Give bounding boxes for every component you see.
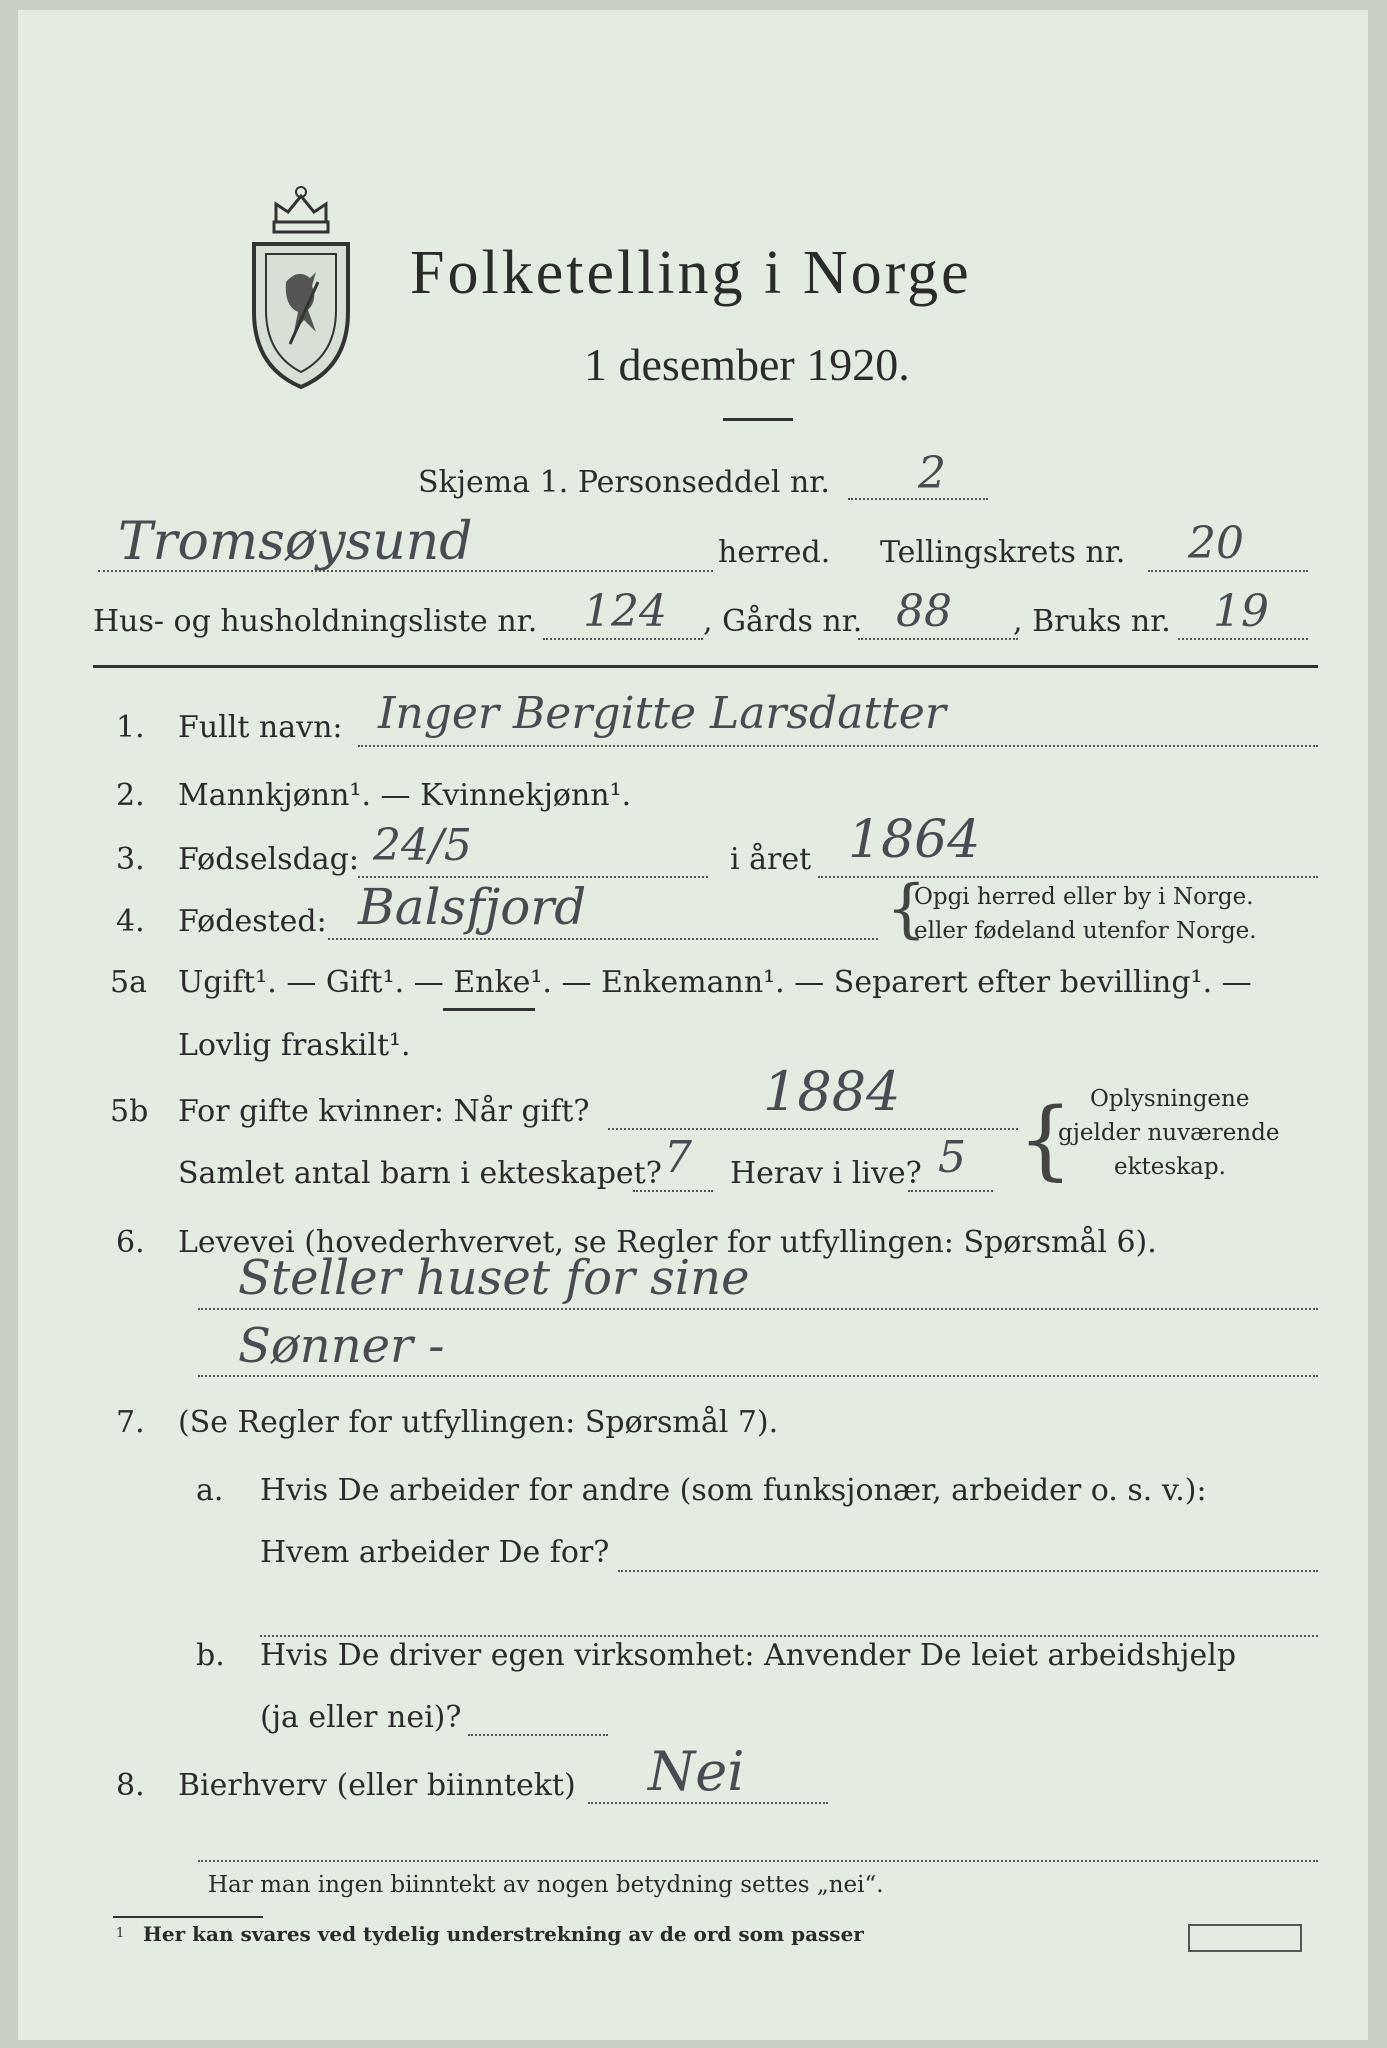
q1-label: Fullt navn: [178, 710, 343, 745]
q5a-number: 5a [110, 965, 147, 1000]
bruks-value: 19 [1213, 586, 1269, 637]
husholdningsliste-value: 124 [583, 586, 667, 637]
q4-label: Fødested: [178, 904, 327, 939]
q7a-number: a. [196, 1473, 224, 1508]
q5b-alive-value: 5 [938, 1132, 966, 1183]
q2-number: 2. [116, 778, 145, 813]
q3-number: 3. [116, 842, 145, 877]
title-divider [723, 418, 793, 421]
q4-brace: { [886, 872, 927, 946]
tellingskrets-value: 20 [1188, 518, 1244, 569]
q8-number: 8. [116, 1768, 145, 1803]
q8-value: Nei [648, 1740, 745, 1803]
q7b-label-2: (ja eller nei)? [260, 1700, 462, 1735]
printer-stamp [1188, 1924, 1302, 1952]
footnote-divider [113, 1916, 263, 1918]
q5b-note-3: ekteskap. [1114, 1154, 1226, 1180]
q8-note: Har man ingen biinntekt av nogen betydning settes „nei“. [208, 1872, 884, 1898]
q6-line-2 [198, 1375, 1318, 1377]
q8-line-2 [198, 1860, 1318, 1862]
q3-year-label: i året [730, 842, 812, 877]
q3-label: Fødselsdag: [178, 842, 359, 877]
q1-number: 1. [116, 710, 145, 745]
q5b-line [608, 1128, 1018, 1130]
herred-value: Tromsøysund [118, 512, 473, 572]
herred-label: herred. [718, 535, 831, 570]
tellingskrets-label: Tellingskrets nr. [880, 535, 1126, 570]
q5b-number: 5b [110, 1094, 149, 1129]
q6-value-2: Sønner - [238, 1318, 445, 1374]
q7a-label-2: Hvem arbeider De for? [260, 1535, 610, 1570]
q5b-children-value: 7 [664, 1132, 692, 1183]
q5b-children-line [633, 1190, 713, 1192]
bruks-line [1178, 638, 1308, 640]
q4-note-2: eller fødeland utenfor Norge. [914, 918, 1257, 944]
form-date: 1 desember 1920. [584, 339, 910, 390]
q1-line [358, 745, 1318, 747]
q7-number: 7. [116, 1405, 145, 1440]
form-title: Folketelling i Norge [410, 239, 972, 307]
q4-number: 4. [116, 904, 145, 939]
q4-value: Balsfjord [358, 878, 587, 936]
q7b-number: b. [196, 1638, 225, 1673]
q5b-alive-label: Herav i live? [730, 1156, 922, 1191]
footnote-marker: 1 [116, 1926, 125, 1941]
q5a-label-2: Lovlig fraskilt¹. [178, 1028, 411, 1063]
q8-label: Bierhverv (eller biinntekt) [178, 1768, 576, 1803]
husholdningsliste-label: Hus- og husholdningsliste nr. [93, 604, 538, 639]
q3-value: 24/5 [373, 820, 472, 871]
q7b-line [468, 1734, 608, 1736]
gards-value: 88 [896, 586, 952, 637]
gards-label: , Gårds nr. [703, 604, 863, 639]
q6-number: 6. [116, 1225, 145, 1260]
footnote-text: Her kan svares ved tydelig understrekning av de ord som passer [143, 1922, 864, 1946]
q5b-alive-line [908, 1190, 993, 1192]
q5a-label: Ugift¹. — Gift¹. — Enke¹. — Enkemann¹. — Separert efter bevilling¹. — [178, 965, 1252, 1000]
q1-value: Inger Bergitte Larsdatter [378, 688, 946, 739]
q5b-brace: { [1018, 1090, 1073, 1190]
q5b-children-label: Samlet antal barn i ekteskapet? [178, 1156, 662, 1191]
q5b-note-2: gjelder nuværende [1058, 1120, 1280, 1146]
personseddel-value: 2 [918, 448, 946, 499]
q7a-label: Hvis De arbeider for andre (som funksjonær, arbeider o. s. v.): [260, 1473, 1207, 1508]
gards-line [858, 638, 1018, 640]
q5a-enke-underline [443, 1008, 535, 1011]
personseddel-label: Skjema 1. Personseddel nr. [418, 465, 830, 500]
census-form [18, 10, 1368, 2040]
q6-value-1: Steller huset for sine [238, 1250, 750, 1306]
q2-label: Mannkjønn¹. — Kvinnekjønn¹. [178, 778, 632, 813]
tellingskrets-line [1148, 570, 1308, 572]
header-divider [93, 665, 1318, 668]
bruks-label: , Bruks nr. [1013, 604, 1171, 639]
q5b-value: 1884 [763, 1060, 901, 1123]
q4-note-1: Opgi herred eller by i Norge. [914, 884, 1254, 910]
q5b-note-1: Oplysningene [1090, 1086, 1250, 1112]
q7a-line-2 [260, 1635, 1318, 1637]
husholdningsliste-line [543, 638, 703, 640]
q7a-line-1 [618, 1570, 1318, 1572]
q7-label: (Se Regler for utfyllingen: Spørsmål 7). [178, 1405, 779, 1440]
q3-year-value: 1864 [848, 810, 981, 870]
q5b-label: For gifte kvinner: Når gift? [178, 1094, 590, 1129]
q7b-label: Hvis De driver egen virksomhet: Anvender De leiet arbeidshjelp [260, 1638, 1237, 1673]
q4-line [328, 938, 878, 940]
q6-line-1 [198, 1308, 1318, 1310]
norway-coat-of-arms-icon [246, 182, 356, 392]
q6-label: Levevei (hovederhvervet, se Regler for utfyllingen: Spørsmål 6). [178, 1225, 1157, 1260]
